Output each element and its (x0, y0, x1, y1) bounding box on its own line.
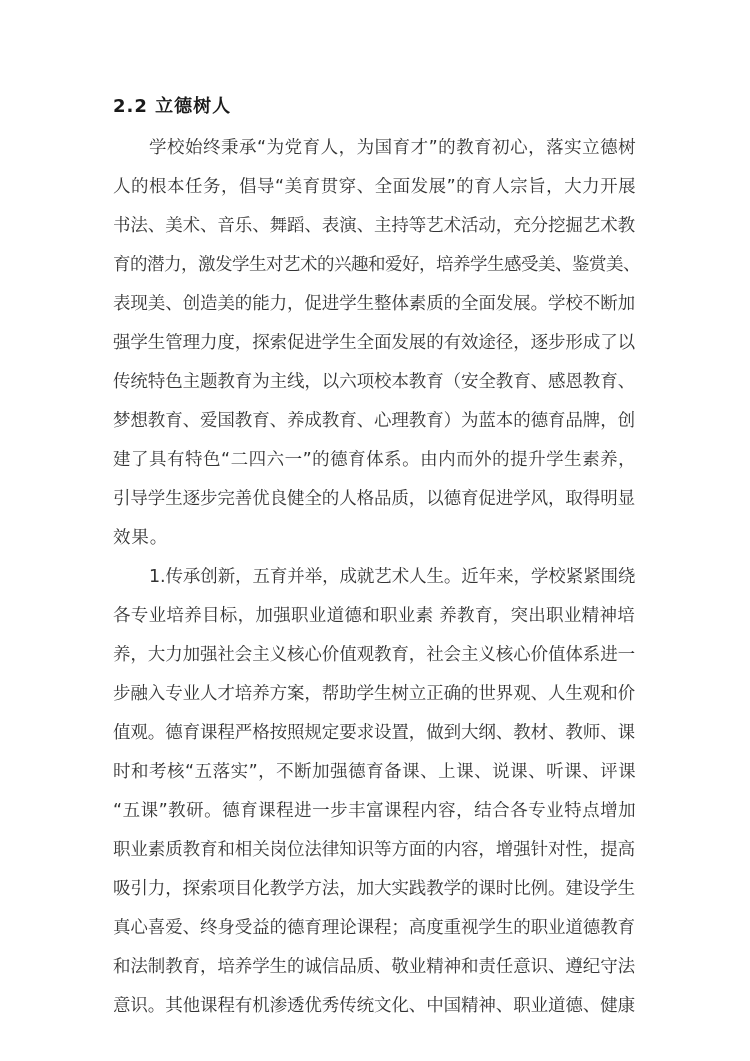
paragraph-1-line: 表现美、创造美的能力，促进学生整体素质的全面发展。学校不断加 (113, 294, 635, 314)
paragraph-1-line: 传统特色主题教育为主线，以六项校本教育（安全教育、感恩教育、 (113, 372, 635, 392)
paragraph-1-line: 人的根本任务，倡导“美育贯穿、全面发展”的育人宗旨，大力开展 (113, 177, 637, 197)
paragraph-2-line: 职业素质教育和相关岗位法律知识等方面的内容，增强针对性，提高 (113, 840, 635, 860)
paragraph-2-line: 时和考核“五落实”，不断加强德育备课、上课、说课、听课、评课 (113, 762, 637, 782)
paragraph-2-line: 养，大力加强社会主义核心价值观教育，社会主义核心价值体系进一 (113, 645, 635, 665)
paragraph-1-line: 梦想教育、爱国教育、养成教育、心理教育）为蓝本的德育品牌，创 (113, 411, 635, 431)
paragraph-1-line: 书法、美术、音乐、舞蹈、表演、主持等艺术活动，充分挖掘艺术教 (113, 216, 635, 236)
paragraph-1-line: 效果。 (113, 528, 169, 548)
paragraph-2-line: “五课”教研。德育课程进一步丰富课程内容，结合各专业特点增加 (113, 801, 637, 821)
paragraph-1-line: 强学生管理力度，探索促进学生全面发展的有效途径，逐步形成了以 (113, 333, 635, 353)
paragraph-1-line: 建了具有特色“二四六一”的德育体系。由内而外的提升学生素养， (113, 450, 637, 470)
paragraph-2-line: 各专业培养目标，加强职业道德和职业素 养教育，突出职业精神培 (113, 606, 636, 626)
section-heading: 2.2 立德树人 (113, 96, 232, 117)
paragraph-1-line: 引导学生逐步完善优良健全的人格品质，以德育促进学风，取得明显 (113, 489, 635, 509)
paragraph-2-line: 意识。其他课程有机渗透优秀传统文化、中国精神、职业道德、健康 (113, 996, 635, 1016)
paragraph-2-line: 和法制教育，培养学生的诚信品质、敬业精神和责任意识、遵纪守法 (113, 957, 635, 977)
paragraph-1-line: 学校始终秉承“为党育人，为国育才”的教育初心，落实立德树 (149, 138, 637, 158)
paragraph-2-line: 值观。德育课程严格按照规定要求设置，做到大纲、教材、教师、课 (113, 723, 635, 743)
paragraph-2-line: 步融入专业人才培养方案，帮助学生树立正确的世界观、人生观和价 (113, 684, 635, 704)
paragraph-2-line: 吸引力，探索项目化教学方法，加大实践教学的课时比例。建设学生 (113, 879, 635, 899)
paragraph-2-line: 1.传承创新，五育并举，成就艺术人生。近年来，学校紧紧围绕 (149, 567, 636, 587)
paragraph-1-line: 育的潜力，激发学生对艺术的兴趣和爱好，培养学生感受美、鉴赏美、 (113, 255, 640, 275)
paragraph-2-line: 真心喜爱、终身受益的德育理论课程；高度重视学生的职业道德教育 (113, 918, 635, 938)
